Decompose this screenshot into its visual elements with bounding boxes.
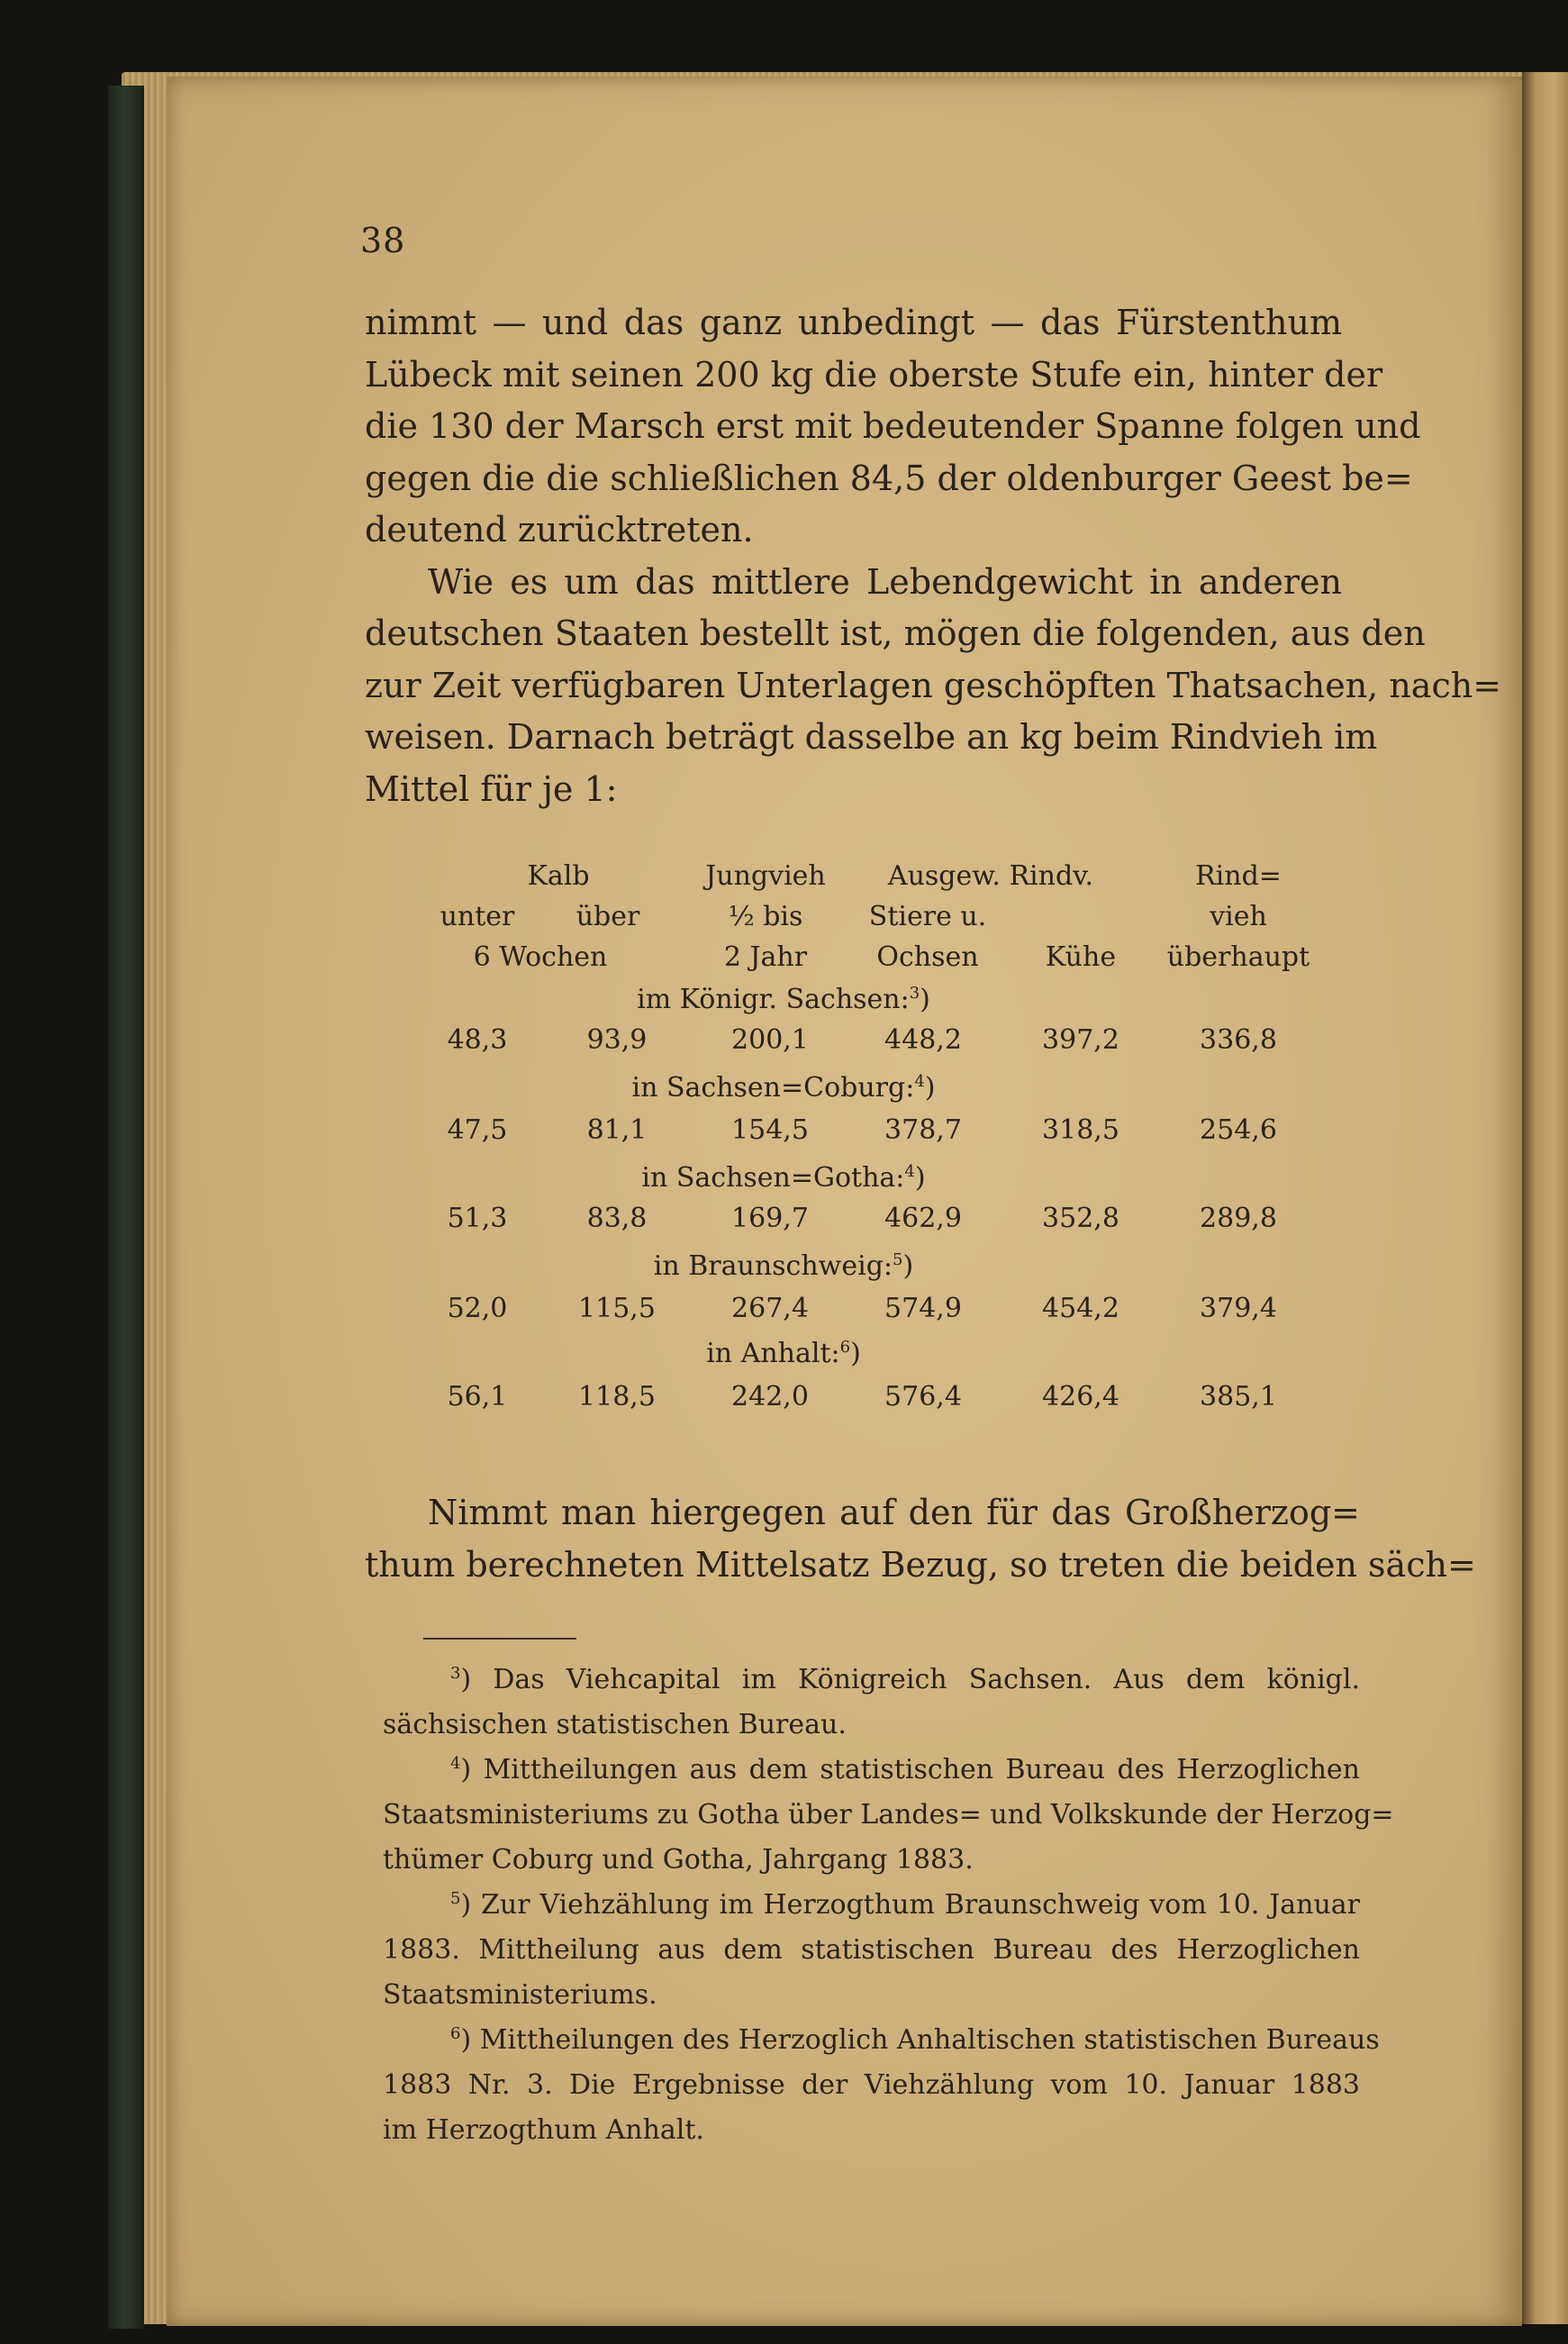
region-label: in Braunschweig:	[653, 1250, 893, 1282]
footnote-text: Mittheilungen des Herzoglich Anhaltischen statistischen Bureaus	[479, 2024, 1380, 2056]
table-header-row	[432, 941, 1333, 977]
footnote-text: im Herzogthum Anhalt.	[383, 2114, 704, 2146]
body-text	[365, 297, 1502, 815]
table-cell: 426,4	[1042, 1381, 1119, 1413]
header-rindvieh: Rind=	[1195, 860, 1282, 892]
table-cell: 352,8	[1042, 1203, 1119, 1234]
footnote-text: 1883 Nr. 3. Die Ergebnisse der Viehzählung vom 10. Januar 1883	[383, 2069, 1360, 2101]
footnote-ref: 4	[914, 1072, 925, 1091]
text-line: thum berechneten Mittelsatz Bezug, so treten die beiden säch=	[365, 1545, 1476, 1585]
table-cell: 289,8	[1200, 1203, 1277, 1234]
table-cell: 169,7	[731, 1203, 809, 1234]
footnote-text: Staatsministeriums.	[383, 1979, 657, 2011]
header-jungvieh: Jungvieh	[705, 860, 826, 892]
page-number: 38	[360, 221, 406, 260]
table-cell: 267,4	[731, 1293, 809, 1324]
text-line: Mittel für je 1:	[365, 768, 618, 809]
footnote-marker: 6	[450, 2024, 461, 2043]
region-label-row: in Anhalt:$^6$)	[706, 1338, 861, 1369]
footnote-divider	[423, 1638, 576, 1640]
text-line: nimmt — und das ganz unbedingt — das Fürstenthum	[365, 303, 1342, 342]
table-cell: 574,9	[884, 1293, 962, 1324]
footnote-text: 1883. Mittheilung aus dem statistischen Bureau des Herzoglichen	[383, 1934, 1360, 1966]
text-line: zur Zeit verfügbaren Unterlagen geschöpften Thatsachen, nach=	[365, 665, 1502, 705]
header-ausgew-rindv: Ausgew. Rindv.	[887, 860, 1094, 892]
table-cell: 576,4	[884, 1381, 962, 1413]
table-cell: 115,5	[578, 1293, 656, 1324]
region-label-row: in Braunschweig:$^5$)	[653, 1250, 914, 1282]
text-line: deutend zurücktreten.	[365, 510, 754, 550]
table-cell: 118,5	[578, 1381, 656, 1413]
table-header-row	[432, 901, 1333, 937]
table-cell: 93,9	[586, 1024, 648, 1056]
table-cell: 454,2	[1042, 1293, 1119, 1324]
table-row	[432, 1293, 1333, 1329]
table-cell: 154,5	[731, 1114, 809, 1146]
table-row	[432, 1114, 1333, 1150]
table-cell: 448,2	[884, 1024, 962, 1056]
region-label: im Königr. Sachsen:	[637, 984, 910, 1015]
table-cell: 379,4	[1200, 1293, 1277, 1324]
table-row	[432, 1381, 1333, 1417]
header-kuehe: Kühe	[1045, 941, 1117, 973]
table-cell: 462,9	[884, 1203, 962, 1234]
region-label: in Anhalt:	[706, 1338, 840, 1369]
region-label: in Sachsen=Gotha:	[641, 1162, 905, 1194]
table-cell: 397,2	[1042, 1024, 1119, 1056]
table-header-row	[432, 860, 1333, 896]
table-cell: 254,6	[1200, 1114, 1277, 1146]
text-line: Wie es um das mittlere Lebendgewicht in anderen	[428, 561, 1342, 602]
footnote-ref: 3	[909, 984, 920, 1003]
table-cell: 385,1	[1200, 1381, 1277, 1413]
body-text-continued	[365, 1486, 1476, 1591]
footnote-text: Das Viehcapital im Königreich Sachsen. Aus dem königl.	[493, 1664, 1360, 1695]
text-line: Lübeck mit seinen 200 kg die oberste Stufe ein, hinter der	[365, 354, 1383, 395]
footnote-marker: 3	[450, 1664, 461, 1683]
text-line: gegen die die schließlichen 84,5 der oldenburger Geest be=	[365, 458, 1413, 498]
footnote-marker: 4	[450, 1754, 461, 1773]
table-cell: 378,7	[884, 1114, 962, 1146]
table-row	[432, 1024, 1333, 1060]
header-2-jahr: 2 Jahr	[723, 941, 808, 973]
header-kalb: Kalb	[527, 860, 590, 892]
footnote-text: Staatsministeriums zu Gotha über Landes= und Volkskunde der Herzog=	[383, 1799, 1394, 1831]
text-line: die 130 der Marsch erst mit bedeutender Spanne folgen und	[365, 406, 1421, 446]
table-cell: 47,5	[447, 1114, 508, 1146]
region-label-row: im Königr. Sachsen:$^3$)	[637, 984, 930, 1015]
facing-page-edge	[1522, 72, 1568, 2324]
table-cell: 83,8	[586, 1203, 648, 1234]
header-vieh: vieh	[1210, 901, 1267, 932]
table-cell: 48,3	[447, 1024, 508, 1056]
footnote-text: Mittheilungen aus dem statistischen Bureau des Herzoglichen	[483, 1754, 1361, 1785]
footnote-marker: 5	[450, 1889, 461, 1908]
table-cell: 51,3	[447, 1203, 508, 1234]
text-line: weisen. Darnach beträgt dasselbe an kg beim Rindvieh im	[365, 717, 1378, 757]
header-halb-bis: ½ bis	[728, 901, 803, 932]
footnote-ref: 4	[904, 1162, 915, 1181]
footnote-ref: 5	[893, 1250, 903, 1269]
header-ochsen: Ochsen	[876, 941, 979, 973]
text-line: deutschen Staaten bestellt ist, mögen die folgenden, aus den	[365, 613, 1426, 653]
table-cell: 81,1	[586, 1114, 648, 1146]
text-line: Nimmt man hiergegen auf den für das Großherzog=	[428, 1493, 1360, 1532]
header-ueber: über	[576, 901, 640, 932]
book-spine	[108, 86, 144, 2329]
footnote-text: thümer Coburg und Gotha, Jahrgang 1883.	[383, 1844, 974, 1876]
header-ueberhaupt: überhaupt	[1166, 941, 1310, 973]
table-cell: 318,5	[1042, 1114, 1119, 1146]
header-6-wochen: 6 Wochen	[473, 941, 608, 973]
table-cell: 200,1	[731, 1024, 809, 1056]
table-cell: 336,8	[1200, 1024, 1277, 1056]
header-stiere: Stiere u.	[868, 901, 987, 932]
region-label: in Sachsen=Coburg:	[631, 1072, 915, 1104]
table-cell: 56,1	[447, 1381, 508, 1413]
table-cell: 52,0	[447, 1293, 508, 1324]
region-label-row: in Sachsen=Coburg:$^4$)	[631, 1072, 936, 1104]
footnote-text: Zur Viehzählung im Herzogthum Braunschweig vom 10. Januar	[481, 1889, 1360, 1921]
footnotes: $^3$) Das Viehcapital im Königreich Sachsen. Aus dem königl. sächsischen statistischen Bureau. $^4$) Mittheilungen aus dem statistischen Bureau des Herzoglichen Staatsministeriums zu Gotha über Landes= und Volkskunde der Herzog= thümer Coburg und Gotha, Jahrgang 1883. $^5$) Zur Viehzählung im Herzogthum Braunschweig vom 10. Januar 1883. Mittheilung aus dem statistischen Bureau des Herzoglichen Staatsministeriums. $^6$) Mittheilungen des Herzoglich Anhaltischen statistischen Bureaus 1883 Nr. 3. Die Ergebnisse der Viehzählung vom 10. Januar 1883 im Herzogthum Anhalt.	[383, 1658, 1360, 2153]
footnote-ref: 6	[839, 1338, 851, 1357]
footnote-text: sächsischen statistischen Bureau.	[383, 1709, 847, 1740]
table-cell: 242,0	[731, 1381, 809, 1413]
table-row	[432, 1203, 1333, 1239]
region-label-row: in Sachsen=Gotha:$^4$)	[641, 1162, 926, 1194]
header-unter: unter	[440, 901, 515, 932]
